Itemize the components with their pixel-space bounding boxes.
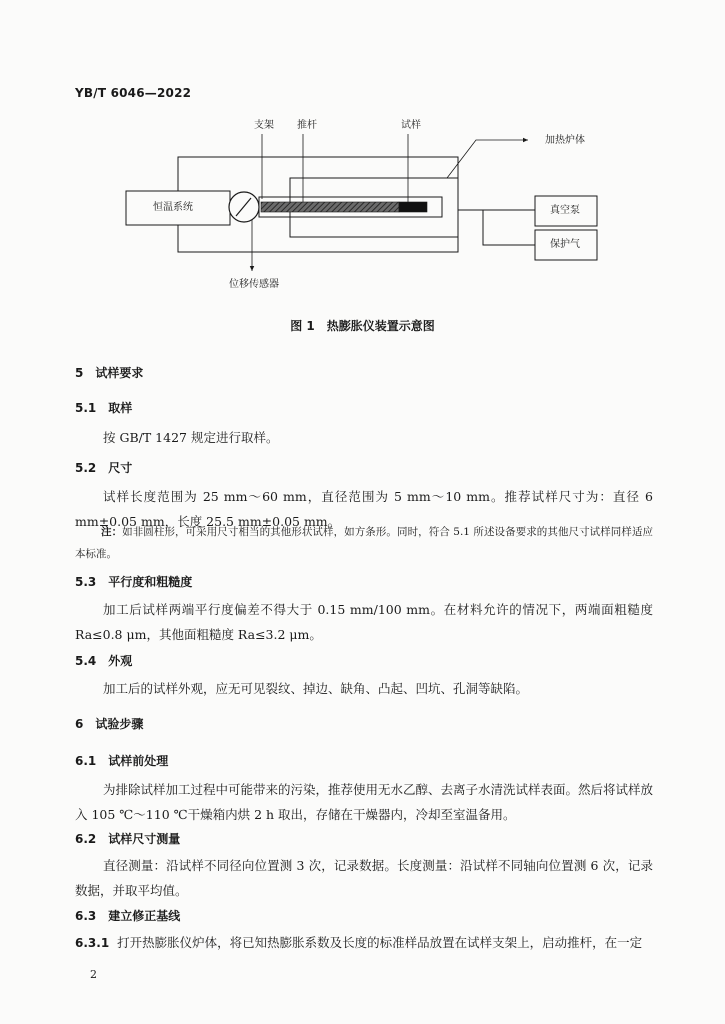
standard-id: YB/T 6046—2022 xyxy=(75,86,192,100)
section-6-3-1-number: 6.3.1 xyxy=(75,936,110,950)
note-text: 如非圆柱形，可采用尺寸相当的其他形状试样，如方条形。同时，符合 5.1 所述设备要求的其他尺寸试样同样适应本标准。 xyxy=(75,526,654,560)
section-5-4-heading: 5.4 外观 xyxy=(75,654,133,668)
section-5-3-heading: 5.3 平行度和粗糙度 xyxy=(75,575,193,589)
section-6-1-heading: 6.1 试样前处理 xyxy=(75,754,169,768)
label-protective-gas: 保护气 xyxy=(550,239,580,250)
label-support: 支架 xyxy=(254,120,274,131)
section-6-3-1 xyxy=(75,930,653,956)
label-push-rod: 推杆 xyxy=(297,120,317,131)
label-displacement-sensor: 位移传感器 xyxy=(229,279,279,290)
label-specimen: 试样 xyxy=(401,120,421,131)
section-5-3-text: 加工后试样两端平行度偏差不得大于 0.15 mm/100 mm。在材料允许的情况下，两端面粗糙度 Ra≤0.8 μm，其他面粗糙度 Ra≤3.2 μm。 xyxy=(75,602,653,642)
page-number: 2 xyxy=(90,968,97,981)
section-5-1-text: 按 GB/T 1427 规定进行取样。 xyxy=(103,430,279,445)
label-vacuum-pump: 真空泵 xyxy=(550,205,580,216)
push-rod xyxy=(261,202,399,212)
note-label: 注： xyxy=(101,526,123,538)
section-5-4-text: 加工后的试样外观，应无可见裂纹、掉边、缺角、凸起、凹坑、孔洞等缺陷。 xyxy=(103,681,529,696)
section-6-3-1-text: 打开热膨胀仪炉体，将已知热膨胀系数及长度的标准样品放置在试样支架上，启动推杆，在一定 xyxy=(117,935,643,950)
figure-caption: 图 1 热膨胀仪装置示意图 xyxy=(290,319,435,333)
section-6-3-heading: 6.3 建立修正基线 xyxy=(75,909,181,923)
section-6-2-heading: 6.2 试样尺寸测量 xyxy=(75,832,181,846)
figure-1 xyxy=(0,0,725,340)
section-6-2-text: 直径测量：沿试样不同径向位置测 3 次，记录数据。长度测量：沿试样不同轴向位置测 6 次，记录数据，并取平均值。 xyxy=(75,858,653,898)
section-6-1-text: 为排除试样加工过程中可能带来的污染，推荐使用无水乙醇、去离子水清洗试样表面。然后将试样放入 105 ℃～110 ℃干燥箱内烘 2 h 取出，存储在干燥器内，冷却至室温备用。 xyxy=(75,782,654,822)
furnace-leader xyxy=(447,140,528,178)
gas-pipe xyxy=(483,210,535,245)
specimen xyxy=(399,202,427,212)
section-5-2-heading: 5.2 尺寸 xyxy=(75,461,133,475)
section-5-heading: 5 试样要求 xyxy=(75,366,144,380)
section-6-heading: 6 试验步骤 xyxy=(75,717,144,731)
section-5-1-heading: 5.1 取样 xyxy=(75,401,133,415)
apparatus-diagram xyxy=(0,0,725,340)
section-5-2-note xyxy=(75,521,653,565)
section-5-2-text: 试样长度范围为 25 mm～60 mm，直径范围为 5 mm～10 mm。推荐试样尺寸为：直径 6 mm±0.05 mm，长度 25.5 mm±0.05 mm。 xyxy=(75,489,653,529)
label-furnace: 加热炉体 xyxy=(545,135,585,146)
label-thermostat: 恒温系统 xyxy=(153,202,193,213)
